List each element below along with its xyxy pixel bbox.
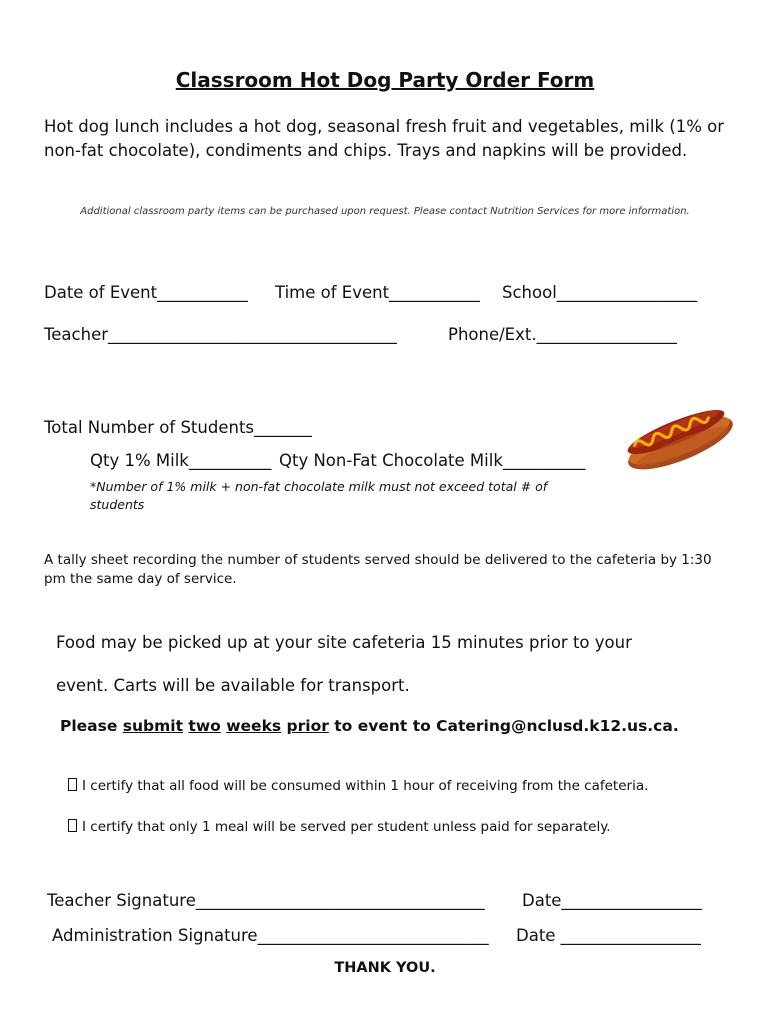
submit-instructions — [60, 717, 679, 735]
additional-note: Additional classroom party items can be purchased upon request. Please contact Nutrition Services for more information. — [80, 206, 690, 217]
cert-1-label: I certify that all food will be consumed within 1 hour of receiving from the cafeteria. — [82, 778, 649, 794]
qty-1pct-milk-field[interactable]: Qty 1% Milk__________ — [90, 451, 272, 470]
time-of-event-field[interactable]: Time of Event___________ — [275, 283, 480, 302]
pickup-line-2: event. Carts will be available for transport. — [56, 676, 410, 695]
teacher-date-field[interactable]: Date_________________ — [522, 891, 702, 910]
admin-date-field[interactable]: Date _________________ — [516, 926, 701, 945]
form-title: Classroom Hot Dog Party Order Form — [175, 68, 595, 92]
teacher-field[interactable]: Teacher___________________________________ — [44, 325, 397, 344]
intro-text: Hot dog lunch includes a hot dog, seasonal fresh fruit and vegetables, milk (1% or non-fat chocolate), condiments and chips. Trays and napkins will be provided. — [44, 117, 725, 160]
total-students-field[interactable]: Total Number of Students_______ — [44, 418, 312, 437]
cert-2-label: I certify that only 1 meal will be served per student unless paid for separately. — [82, 819, 611, 835]
milk-note: *Number of 1% milk + non-fat chocolate milk must not exceed total # of students — [90, 479, 548, 512]
admin-signature-field[interactable]: Administration Signature____________________________ — [52, 926, 489, 945]
tally-instructions: A tally sheet recording the number of students served should be delivered to the cafeteria by 1:30 pm the same day of service. — [44, 552, 712, 587]
checkbox-cert-2[interactable] — [68, 819, 77, 832]
certification-2[interactable] — [68, 819, 611, 835]
pickup-line-1: Food may be picked up at your site cafeteria 15 minutes prior to your — [56, 633, 632, 652]
submit-text-2: to event to Catering@nclusd.k12.us.ca. — [328, 717, 679, 735]
two-word: two — [188, 717, 221, 735]
date-of-event-field[interactable]: Date of Event___________ — [44, 283, 248, 302]
checkbox-cert-1[interactable] — [68, 778, 77, 791]
submit-text-1: Please — [60, 717, 123, 735]
teacher-signature-field[interactable]: Teacher Signature___________________________________ — [47, 891, 485, 910]
certification-1[interactable] — [68, 778, 648, 794]
qty-chocolate-milk-field[interactable]: Qty Non-Fat Chocolate Milk__________ — [279, 451, 586, 470]
thank-you: THANK YOU. — [334, 960, 436, 976]
hotdog-icon — [618, 386, 734, 482]
school-field[interactable]: School_________________ — [502, 283, 698, 302]
weeks-word: weeks — [226, 717, 282, 735]
submit-word: submit — [122, 717, 184, 735]
phone-ext-field[interactable]: Phone/Ext._________________ — [448, 325, 677, 344]
prior-word: prior — [286, 717, 329, 735]
